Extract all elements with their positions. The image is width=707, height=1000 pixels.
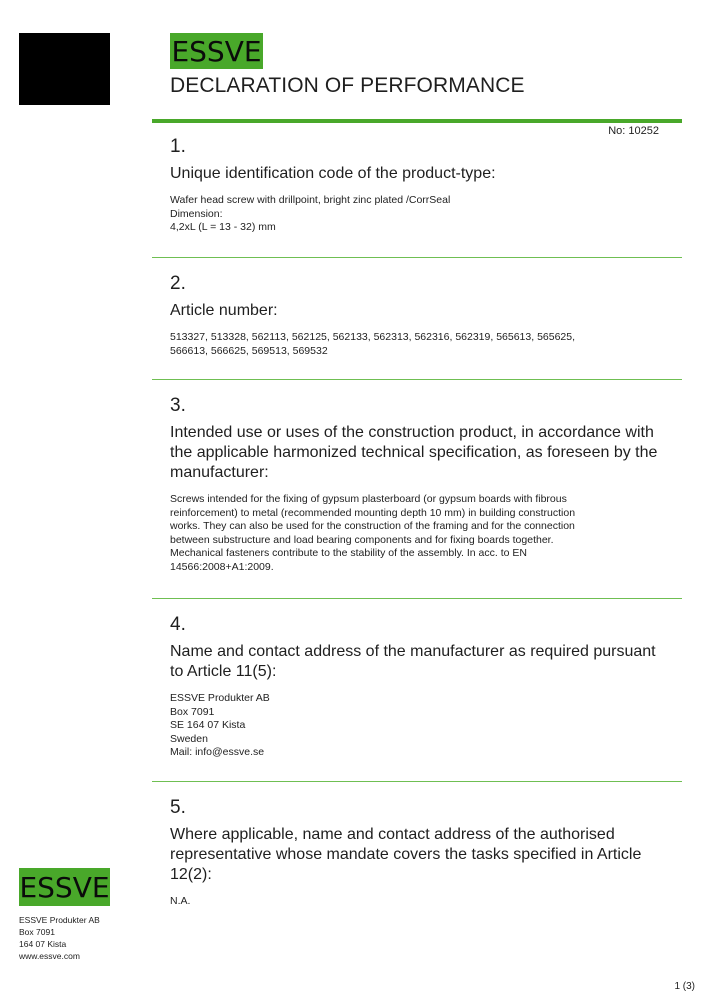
section-divider — [152, 598, 682, 599]
page-number: 1 (3) — [674, 981, 695, 992]
page-title: DECLARATION OF PERFORMANCE — [170, 74, 525, 97]
section-number: 1. — [170, 136, 186, 157]
section-body: ESSVE Produkter AB Box 7091 SE 164 07 Kista Sweden Mail: info@essve.se — [170, 692, 270, 759]
title-divider — [152, 119, 682, 123]
section-divider — [152, 379, 682, 380]
section-number: 5. — [170, 797, 186, 818]
essve-logo: ESSVE — [171, 35, 262, 68]
section-body: 513327, 513328, 562113, 562125, 562133, 562313, 562316, 562319, 565613, 565625, 566613, 566625, 569513, 569532 — [170, 331, 576, 357]
section-body: Wafer head screw with drillpoint, bright zinc plated /CorrSeal Dimension: 4,2xL (L = 13 - 32) mm — [170, 194, 451, 234]
section-divider — [152, 781, 682, 782]
section-body: N.A. — [170, 895, 191, 907]
section-2 — [170, 273, 660, 358]
website-link: www.essve.com — [19, 951, 80, 961]
section-4 — [170, 614, 660, 760]
section-3 — [170, 395, 660, 575]
section-number: 4. — [170, 614, 186, 635]
section-1 — [170, 136, 660, 235]
section-number: 2. — [170, 273, 186, 294]
essve-logo-footer: ESSVE — [19, 868, 110, 906]
section-heading: Unique identification code of the product-type: — [170, 165, 496, 182]
section-heading: Intended use or uses of the construction product, in accordance with the applicable harmonized technical specification, as foreseen by the manufacturer: — [170, 424, 658, 481]
address-line: 164 07 Kista — [19, 939, 67, 949]
section-number: 3. — [170, 395, 186, 416]
address-line: Box 7091 — [19, 927, 55, 937]
section-5 — [170, 797, 660, 909]
company-address — [19, 914, 100, 962]
document-number: No: 10252 — [608, 125, 659, 137]
section-heading: Name and contact address of the manufacturer as required pursuant to Article 11(5): — [170, 643, 656, 680]
section-body: Screws intended for the fixing of gypsum plasterboard (or gypsum boards with fibrous reinforcement) to metal (recommended mounting depth 10 mm) in building construction works. They can also be used for the construction of the framing and for the connection between substructure and load bearing components and for fixing boards together. Mechanical fasteners contribute to the stability of the assembly. In acc. to EN 14566:2008+A1:2009. — [170, 493, 576, 573]
section-divider — [152, 257, 682, 258]
redacted-block — [19, 33, 110, 105]
address-line: ESSVE Produkter AB — [19, 915, 100, 925]
section-heading: Where applicable, name and contact address of the authorised representative whose mandate covers the tasks specified in Article 12(2): — [170, 826, 642, 883]
section-heading: Article number: — [170, 302, 278, 319]
